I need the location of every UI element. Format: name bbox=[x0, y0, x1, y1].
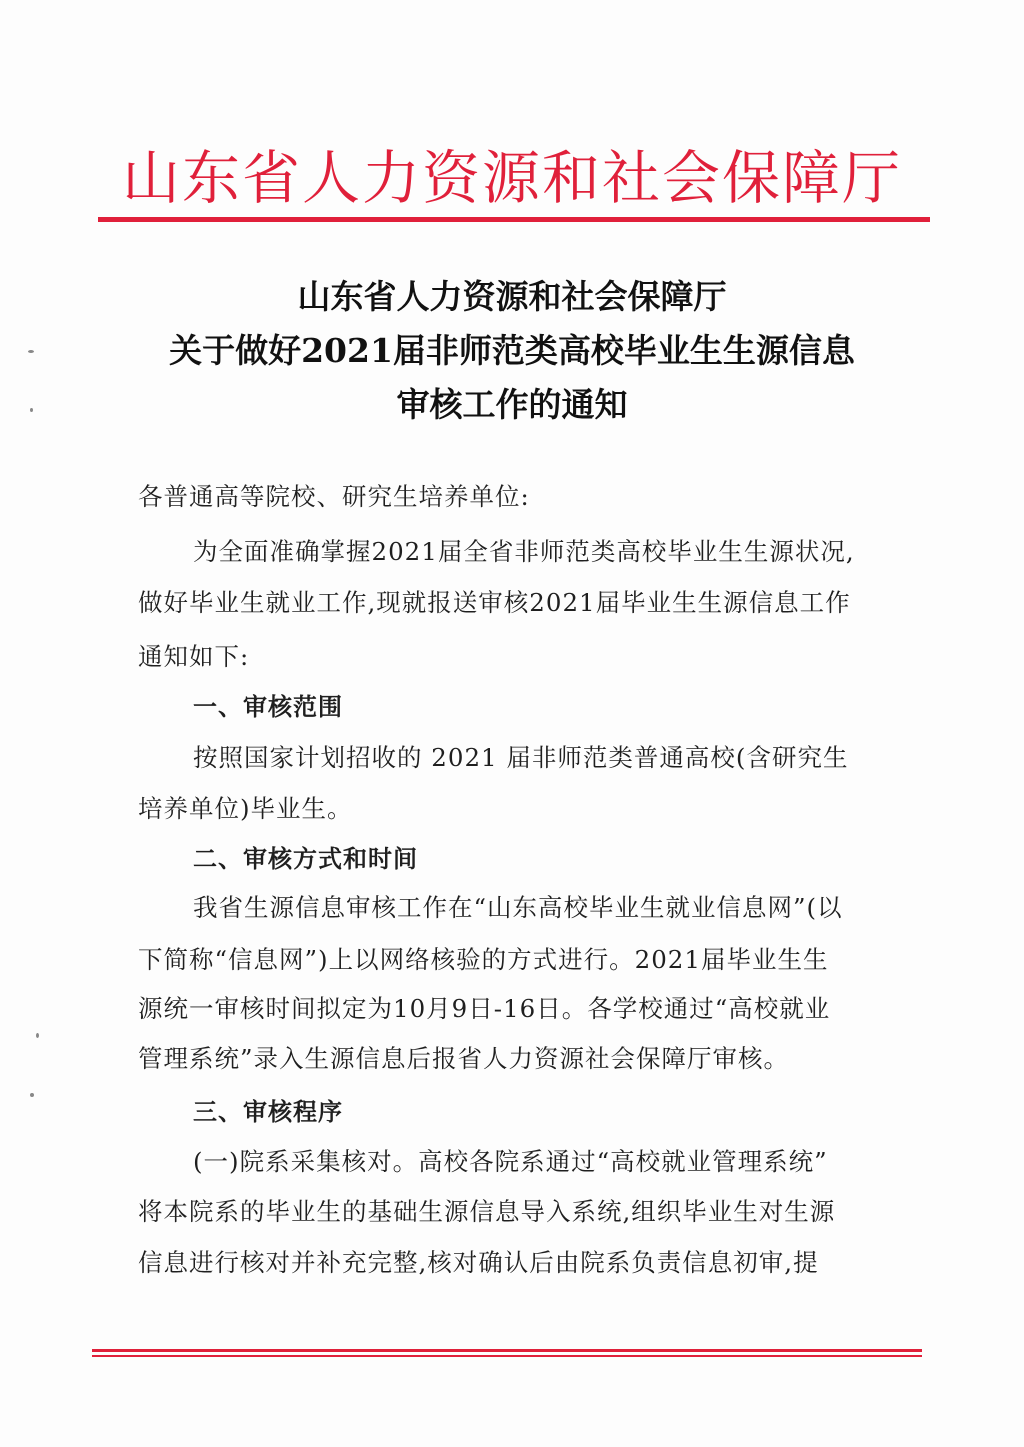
section-2-line-2: 下简称“信息网”)上以网络核验的方式进行。2021届毕业生生 bbox=[138, 945, 829, 974]
letterhead-title: 山东省人力资源和社会保障厅 bbox=[121, 144, 902, 212]
scan-speck bbox=[30, 1093, 34, 1097]
section-1-line-1: 按照国家计划招收的 2021 届非师范类普通高校(含研究生 bbox=[193, 743, 849, 772]
intro-line-2: 做好毕业生就业工作,现就报送审核2021届毕业生生源信息工作 bbox=[138, 588, 851, 617]
section-3-heading: 三、审核程序 bbox=[193, 1098, 343, 1126]
section-2-line-4: 管理系统”录入生源信息后报省人力资源社会保障厅审核。 bbox=[138, 1044, 790, 1073]
section-2-line-3: 源统一审核时间拟定为10月9日-16日。各学校通过“高校就业 bbox=[138, 994, 831, 1023]
section-3-line-2: 将本院系的毕业生的基础生源信息导入系统,组织毕业生对生源 bbox=[138, 1197, 836, 1226]
document-title-line-2: 关于做好2021届非师范类高校毕业生生源信息 bbox=[169, 331, 855, 370]
section-3-line-3: 信息进行核对并补充完整,核对确认后由院系负责信息初审,提 bbox=[138, 1248, 819, 1277]
scan-speck bbox=[30, 408, 33, 412]
document-title bbox=[0, 270, 1024, 432]
footer-red-rule-bottom bbox=[92, 1355, 922, 1357]
document-title-line-3: 审核工作的通知 bbox=[396, 385, 628, 424]
section-2-line-1: 我省生源信息审核工作在“山东高校毕业生就业信息网”(以 bbox=[193, 893, 843, 922]
section-3-line-1: (一)院系采集核对。高校各院系通过“高校就业管理系统” bbox=[193, 1147, 828, 1176]
section-2-heading: 二、审核方式和时间 bbox=[193, 845, 418, 873]
footer-red-rule-top bbox=[92, 1349, 922, 1352]
intro-line-3: 通知如下: bbox=[138, 642, 250, 671]
section-1-line-2: 培养单位)毕业生。 bbox=[138, 794, 353, 823]
scan-speck bbox=[28, 350, 34, 353]
intro-line-1: 为全面准确掌握2021届全省非师范类高校毕业生生源状况, bbox=[193, 537, 855, 566]
salutation: 各普通高等院校、研究生培养单位: bbox=[138, 482, 530, 511]
document-title-line-1: 山东省人力资源和社会保障厅 bbox=[297, 277, 727, 316]
letterhead-red-rule bbox=[98, 217, 930, 222]
scan-speck bbox=[36, 1033, 39, 1038]
section-1-heading: 一、审核范围 bbox=[193, 693, 343, 721]
